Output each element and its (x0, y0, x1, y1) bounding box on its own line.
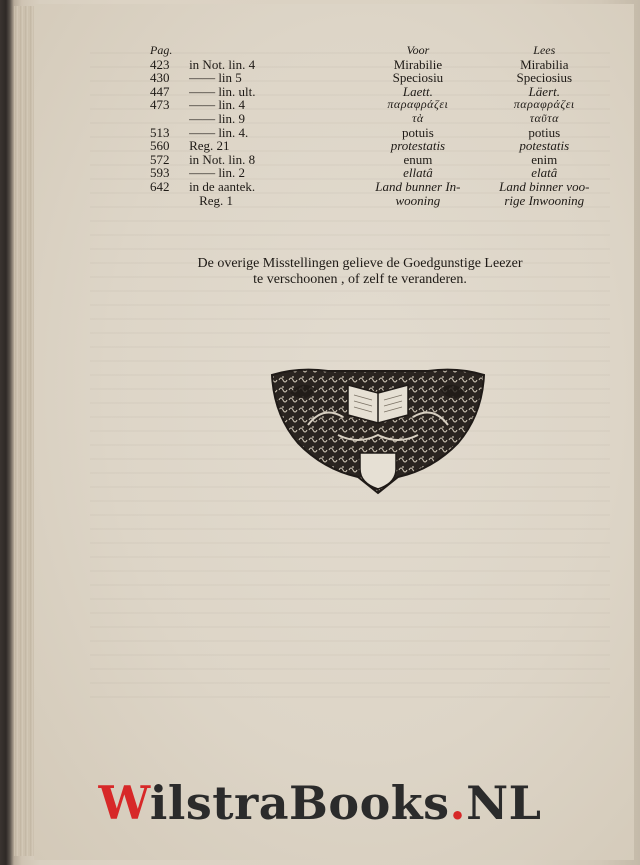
errata-read-as: Läert. (528, 83, 560, 99)
errata-row (150, 139, 595, 153)
errata-place: —— lin. ult. (189, 83, 256, 99)
col-place-header (189, 44, 342, 58)
col-read-header: Voor (406, 43, 430, 57)
errata-read: Laett. (402, 83, 433, 99)
errata-read: wooning (395, 192, 441, 208)
errata-place: Reg. 21 (189, 138, 230, 154)
errata-row (150, 166, 595, 180)
col-read-as-header: Lees (533, 43, 556, 57)
errata-page: 593 (150, 165, 170, 181)
errata-header-row (150, 44, 595, 58)
errata-page: 572 (150, 151, 170, 167)
errata-row (150, 112, 595, 126)
errata-notice (140, 256, 580, 288)
errata-read-as: potestatis (519, 138, 570, 154)
notice-line-2: te verschoonen , of zelf te veranderen. (253, 272, 467, 287)
errata-place: in Not. lin. 4 (189, 56, 256, 72)
errata-page (150, 112, 189, 126)
errata-read: protestatis (390, 138, 446, 154)
printers-ornament-icon (268, 365, 488, 500)
errata-page: 513 (150, 124, 170, 140)
errata-row (150, 180, 595, 194)
errata-read: Speciosiu (392, 70, 444, 86)
errata-read: ellatâ (403, 165, 433, 181)
errata-row (150, 58, 595, 72)
watermark-tld: NL (466, 776, 542, 830)
errata-read: παραφράζει (387, 97, 449, 112)
errata-place: in de aantek. (189, 178, 256, 194)
errata-read: τὰ (412, 110, 424, 125)
watermark-dot: . (449, 776, 467, 830)
errata-page: 473 (150, 97, 170, 113)
errata-read-as: Mirabilia (520, 56, 569, 72)
errata-page: 423 (150, 56, 170, 72)
errata-read-as: ταῦτα (529, 110, 559, 125)
errata-place: Reg. 1 (199, 192, 234, 208)
errata-place: —— lin. 4. (189, 124, 249, 140)
errata-page: 430 (150, 70, 170, 86)
errata-read-as: elatâ (531, 165, 558, 181)
errata-read-as: Land binner voo- (499, 178, 590, 194)
errata-read: Mirabilie (393, 56, 443, 72)
site-watermark (0, 776, 640, 830)
errata-place: —— lin. 9 (189, 110, 246, 126)
notice-line-1: De overige Misstellingen gelieve de Goedgunstige Leezer (197, 256, 523, 271)
errata-page: 642 (150, 178, 170, 194)
errata-place: —— lin 5 (189, 70, 242, 86)
errata-row (150, 126, 595, 140)
errata-row (150, 71, 595, 85)
watermark-name: ilstraBooks (149, 776, 450, 830)
errata-page: 447 (150, 83, 170, 99)
col-page-header: Pag. (150, 43, 173, 57)
watermark-initial: W (98, 776, 150, 830)
errata-read: potuis (402, 124, 434, 140)
errata-place: —— lin. 4 (189, 97, 246, 113)
errata-place: in Not. lin. 8 (189, 151, 256, 167)
errata-read-as: rige Inwooning (504, 192, 585, 208)
errata-read-as: enim (531, 151, 558, 167)
errata-row (150, 153, 595, 167)
errata-read: Land bunner In- (375, 178, 461, 194)
errata-read-as: potius (528, 124, 561, 140)
errata-read-as: παραφράζει (513, 97, 575, 112)
errata-table (150, 44, 595, 207)
errata-row (150, 194, 595, 208)
errata-place: —— lin. 2 (189, 165, 246, 181)
errata-row (150, 98, 595, 112)
errata-read-as: Speciosius (516, 70, 573, 86)
errata-page: 560 (150, 138, 170, 154)
errata-row (150, 85, 595, 99)
errata-page (150, 194, 189, 208)
errata-read: enum (403, 151, 433, 167)
